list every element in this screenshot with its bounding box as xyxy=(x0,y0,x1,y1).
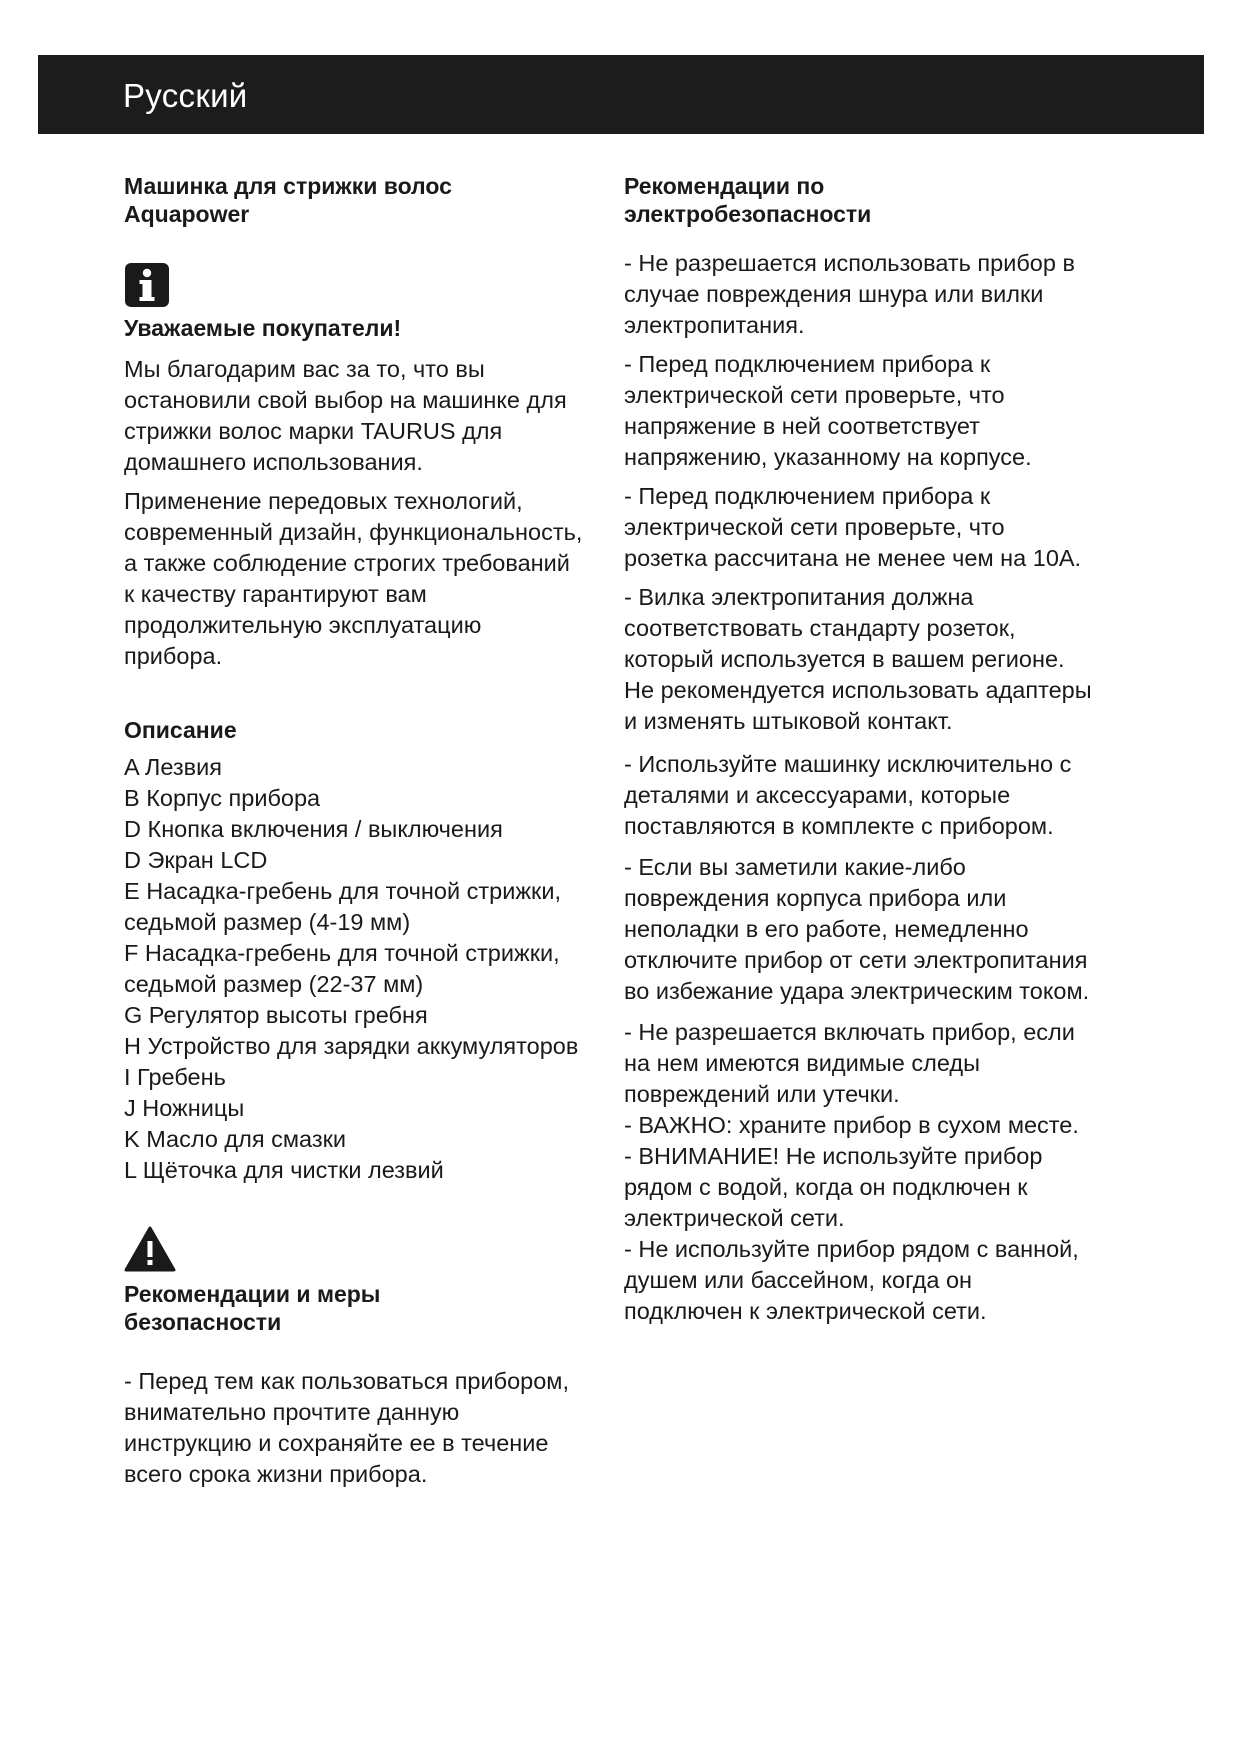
language-title: Русский xyxy=(123,77,248,114)
description-list xyxy=(124,752,584,1186)
electrical-paragraph-5: - Используйте машинку исключительно с деталями и аксессуарами, которые поставляются в комплекте с прибором. xyxy=(624,751,1072,839)
intro-paragraph-1: Мы благодарим вас за то, что вы остановили свой выбор на машинке для стрижки волос марки TAURUS для домашнего использования. xyxy=(124,356,567,475)
electrical-paragraph-7: - Не разрешается включать прибор, если на нем имеются видимые следы повреждений или утечки. xyxy=(624,1019,1075,1107)
right-column xyxy=(624,172,1094,1327)
language-header-bar xyxy=(38,55,1204,134)
description-item-j: J Ножницы xyxy=(124,1095,245,1121)
description-item-d-lcd: D Экран LCD xyxy=(124,847,268,873)
electrical-safety-heading xyxy=(624,172,1094,228)
description-item-h: H Устройство для зарядки аккумуляторов xyxy=(124,1033,579,1059)
electrical-paragraph-10: - Не используйте прибор рядом с ванной, душем или бассейном, когда он подключен к электрической сети. xyxy=(624,1236,1079,1324)
intro-paragraph-2: Применение передовых технологий, современный дизайн, функциональность, а также соблюдение строгих требований к качеству гарантируют вам продолжительную эксплуатацию прибора. xyxy=(124,488,583,669)
electrical-paragraph-3: - Перед подключением прибора к электрической сети проверьте, что розетка рассчитана не менее чем на 10А. xyxy=(624,483,1082,571)
electrical-paragraph-2: - Перед подключением прибора к электрической сети проверьте, что напряжение в ней соответствует напряжению, указанному на корпусе. xyxy=(624,351,1032,470)
safety-heading-line-1: Рекомендации и меры xyxy=(124,1281,381,1307)
left-column xyxy=(124,172,584,1490)
description-item-l: L Щёточка для чистки лезвий xyxy=(124,1157,444,1183)
safety-paragraph-1: - Перед тем как пользоваться прибором, внимательно прочтите данную инструкцию и сохраняйте ее в течение всего срока жизни прибора. xyxy=(124,1368,569,1487)
description-item-a: A Лезвия xyxy=(124,754,222,780)
product-title-line-2: Aquapower xyxy=(124,201,250,227)
electrical-paragraph-8: - ВАЖНО: храните прибор в сухом месте. xyxy=(624,1112,1079,1138)
greeting-heading: Уважаемые покупатели! xyxy=(124,315,402,341)
product-title xyxy=(124,172,584,228)
safety-heading xyxy=(124,1280,584,1336)
description-item-k: K Масло для смазки xyxy=(124,1126,347,1152)
product-title-line-1: Машинка для стрижки волос xyxy=(124,173,452,199)
description-item-e: E Насадка-гребень для точной стрижки, седьмой размер (4-19 мм) xyxy=(124,878,561,935)
description-item-b: B Корпус прибора xyxy=(124,785,321,811)
description-item-f: F Насадка-гребень для точной стрижки, седьмой размер (22-37 мм) xyxy=(124,940,560,997)
electrical-heading-line-1: Рекомендации по xyxy=(624,173,825,199)
electrical-paragraph-6: - Если вы заметили какие-либо повреждения корпуса прибора или неполадки в его работе, немедленно отключите прибор от сети электропитания во избежание удара электрическим током. xyxy=(624,854,1090,1004)
electrical-heading-line-2: электробезопасности xyxy=(624,201,872,227)
electrical-paragraph-9: - ВНИМАНИЕ! Не используйте прибор рядом с водой, когда он подключен к электрической сети. xyxy=(624,1143,1043,1231)
description-item-g: G Регулятор высоты гребня xyxy=(124,1002,428,1028)
info-icon xyxy=(124,262,170,308)
warning-icon xyxy=(124,1226,176,1272)
safety-heading-line-2: безопасности xyxy=(124,1309,282,1335)
electrical-paragraph-4: - Вилка электропитания должна соответствовать стандарту розеток, который используется в вашем регионе. Не рекомендуется использовать адаптеры и изменять штыковой контакт. xyxy=(624,584,1092,734)
description-item-i: I Гребень xyxy=(124,1064,226,1090)
description-item-d-power: D Кнопка включения / выключения xyxy=(124,816,503,842)
electrical-paragraph-1: - Не разрешается использовать прибор в случае повреждения шнура или вилки электропитания. xyxy=(624,250,1075,338)
description-heading: Описание xyxy=(124,717,237,743)
